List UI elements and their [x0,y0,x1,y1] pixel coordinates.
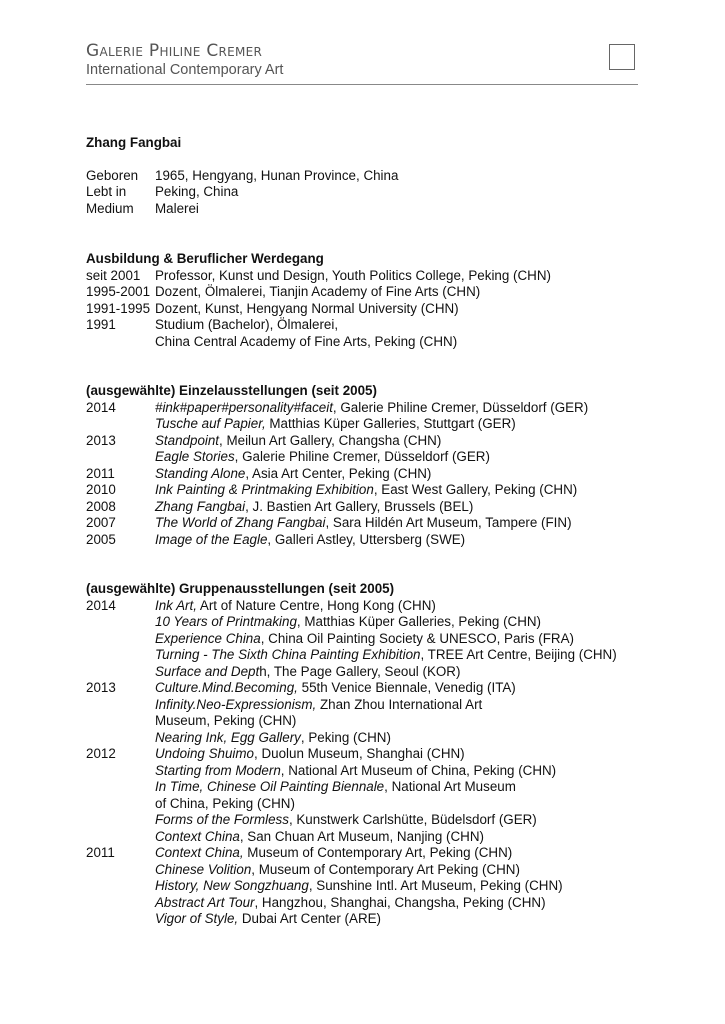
detail-label: Medium [86,200,134,216]
gallery-name: Galerie Philine Cremer [86,41,263,61]
entry-text: China Central Academy of Fine Arts, Peking (CHN) [155,333,458,349]
exhibition-title: 10 Years of Printmaking [155,614,297,629]
entry-year: 2005 [86,531,116,547]
entry-year [86,614,155,631]
detail-value: Peking, China [155,184,239,199]
exhibition-venue: , Galerie Philine Cremer, Düsseldorf (GER) [332,399,589,415]
exhibition-entry [155,631,574,648]
exhibition-title: Forms of the Formless [155,812,289,827]
exhibition-row [86,812,656,829]
education-row [86,301,656,318]
exhibition-entry [155,466,431,483]
exhibition-row [86,433,656,450]
section-title: (ausgewählte) Einzelausstellungen (seit 2005) [86,383,377,398]
exhibition-venue: , National Art Museum of China, Peking (CHN) [280,762,557,778]
exhibition-entry [155,796,295,813]
exhibition-title: Standing Alone [155,465,246,481]
exhibition-venue: , Meilun Art Gallery, Changsha (CHN) [219,432,442,448]
exhibition-venue: , Kunstwerk Carlshütte, Büdelsdorf (GER) [288,812,537,827]
exhibition-entry [155,746,465,763]
exhibition-venue: , Asia Art Center, Peking (CHN) [245,465,432,481]
entry-text: Professor, Kunst und Design, Youth Politics College, Peking (CHN) [155,267,551,283]
exhibition-title: Vigor of Style, [155,911,239,926]
group-exhibitions-section [86,581,656,928]
entry-year: seit 2001 [86,267,141,283]
section-title: (ausgewählte) Gruppenausstellungen (seit 2005) [86,581,395,596]
exhibition-row [86,614,656,631]
exhibition-row [86,631,656,648]
entry-year: 1991 [86,317,116,332]
exhibition-entry [155,763,556,780]
exhibition-title: History, New Songzhuang [155,878,309,893]
detail-label: Geboren [86,167,139,183]
exhibition-row [86,466,656,483]
entry-year: 2010 [86,482,116,497]
entry-year [86,631,155,648]
section-title: Ausbildung & Beruflicher Werdegang [86,251,324,266]
exhibition-row [86,400,656,417]
exhibition-entry [155,400,588,417]
exhibition-entry [155,532,465,549]
detail-row [86,201,656,218]
exhibition-title: Nearing Ink, Egg Gallery [155,729,301,745]
exhibition-title: The World of Zhang Fangbai [155,515,326,530]
exhibition-title: Ink Art, [155,597,197,613]
exhibition-entry [155,895,546,912]
exhibition-venue: , Galleri Astley, Uttersberg (SWE) [267,531,466,547]
exhibition-title: Surface and Dept [155,663,260,679]
exhibition-entry [155,614,541,631]
exhibition-entry [155,482,577,499]
group-exhibitions-list [86,598,656,928]
entry-year [86,449,155,466]
exhibition-row [86,911,656,928]
education-row [86,268,656,285]
exhibition-venue: , Peking (CHN) [300,729,391,745]
exhibition-venue: , China Oil Painting Society & UNESCO, Paris (FRA) [260,630,574,646]
exhibition-title: In Time, Chinese Oil Painting Biennale [155,779,385,794]
entry-year: 2008 [86,498,116,514]
exhibition-title: Chinese Volition [155,861,252,877]
entry-year [86,895,155,912]
entry-year [86,878,155,895]
entry-year: 2012 [86,746,116,761]
entry-year [86,334,155,351]
exhibition-row [86,482,656,499]
exhibition-row [86,713,656,730]
exhibition-title: Starting from Modern [155,762,281,778]
entry-year: 2013 [86,680,116,695]
education-list [86,268,656,351]
entry-year: 1991-1995 [86,300,151,316]
entry-year: 2014 [86,597,116,613]
entry-year [86,779,155,796]
exhibition-row [86,730,656,747]
exhibition-row [86,796,656,813]
exhibition-title: Infinity.Neo-Expressionism, [155,696,317,712]
exhibition-row [86,845,656,862]
exhibition-venue: , Sara Hildén Art Museum, Tampere (FIN) [325,515,572,530]
exhibition-venue: , Matthias Küper Galleries, Peking (CHN) [296,614,542,629]
exhibition-title: Abstract Art Tour [155,894,255,910]
exhibition-title: Zhang Fangbai [155,498,246,514]
entry-year [86,664,155,681]
entry-year [86,713,155,730]
exhibition-entry [155,697,482,714]
entry-year [86,796,155,813]
detail-label: Lebt in [86,184,127,199]
exhibition-entry [155,829,484,846]
entry-year [86,862,155,879]
exhibition-venue: , National Art Museum [384,779,516,794]
exhibition-venue: , TREE Art Centre, Beijing (CHN) [420,647,617,662]
exhibition-entry [155,433,441,450]
detail-row [86,184,656,201]
solo-exhibitions-section [86,383,656,548]
entry-year [86,812,155,829]
exhibition-title: Culture.Mind.Becoming, [155,680,298,695]
detail-value: 1965, Hengyang, Hunan Province, China [155,167,399,183]
exhibition-venue: , East West Gallery, Peking (CHN) [373,482,578,497]
gallery-subtitle: International Contemporary Art [86,62,284,78]
exhibition-entry [155,779,516,796]
entry-year [86,829,155,846]
exhibition-row [86,664,656,681]
exhibition-venue: Museum of Contemporary Art, Peking (CHN) [243,845,513,860]
exhibition-entry [155,680,516,697]
letterhead [86,42,638,79]
exhibition-title: #ink#paper#personality#faceit [155,399,333,415]
entry-text: Dozent, Kunst, Hengyang Normal University (CHN) [155,300,459,316]
entry-year: 1995-2001 [86,284,151,299]
exhibition-venue: of China, Peking (CHN) [155,795,295,811]
entry-year [86,647,155,664]
education-row [86,284,656,301]
exhibition-entry [155,730,391,747]
detail-value: Malerei [155,200,199,216]
exhibition-row [86,779,656,796]
exhibition-venue: , J. Bastien Art Gallery, Brussels (BEL) [245,498,474,514]
entry-year [86,416,155,433]
exhibition-venue: Matthias Küper Galleries, Stuttgart (GER) [265,416,516,431]
exhibition-entry [155,862,520,879]
exhibition-entry [155,812,537,829]
exhibition-row [86,878,656,895]
exhibition-entry [155,713,296,730]
exhibition-row [86,647,656,664]
exhibition-entry [155,416,516,433]
exhibition-row [86,515,656,532]
exhibition-entry [155,499,473,516]
exhibition-row [86,449,656,466]
exhibition-venue: h, The Page Gallery, Seoul (KOR) [259,663,461,679]
entry-year [86,911,155,928]
entry-year [86,697,155,714]
exhibition-venue: , Sunshine Intl. Art Museum, Peking (CHN) [308,878,563,893]
exhibition-entry [155,515,572,532]
exhibition-row [86,829,656,846]
exhibition-venue: 55th Venice Biennale, Venedig (ITA) [297,680,516,695]
exhibition-row [86,697,656,714]
exhibition-venue: , Galerie Philine Cremer, Düsseldorf (GER) [234,449,490,464]
exhibition-row [86,532,656,549]
entry-year [86,730,155,747]
entry-year: 2011 [86,845,115,860]
exhibition-venue: , Museum of Contemporary Art Peking (CHN) [251,861,520,877]
entry-year: 2014 [86,399,116,415]
exhibition-entry [155,449,490,466]
exhibition-entry [155,878,563,895]
exhibition-title: Experience China [155,630,261,646]
exhibition-row [86,895,656,912]
exhibition-title: Ink Painting & Printmaking Exhibition [155,482,374,497]
exhibition-title: Eagle Stories [155,449,235,464]
exhibition-venue: Zhan Zhou International Art [316,696,483,712]
exhibition-title: Standpoint [155,432,220,448]
gallery-logo-square [609,44,635,70]
exhibition-entry [155,845,512,862]
entry-year [86,763,155,780]
education-section [86,251,656,350]
header-divider [86,84,638,85]
exhibition-row [86,746,656,763]
entry-text: Dozent, Ölmalerei, Tianjin Academy of Fine Arts (CHN) [155,284,481,299]
exhibition-entry [155,664,460,681]
exhibition-title: Context China [155,828,240,844]
entry-year: 2013 [86,432,116,448]
exhibition-row [86,680,656,697]
exhibition-venue: Art of Nature Centre, Hong Kong (CHN) [196,597,436,613]
exhibition-row [86,763,656,780]
exhibition-entry [155,598,436,615]
solo-exhibitions-list [86,400,656,549]
exhibition-entry [155,911,381,928]
exhibition-title: Context China, [155,845,244,860]
exhibition-venue: , Hangzhou, Shanghai, Changsha, Peking (CHN) [254,894,546,910]
exhibition-venue: , Duolun Museum, Shanghai (CHN) [254,746,465,761]
exhibition-title: Turning - The Sixth China Painting Exhibition [155,647,421,662]
exhibition-venue: Dubai Art Center (ARE) [238,911,382,926]
education-row [86,334,656,351]
exhibition-row [86,598,656,615]
exhibition-row [86,416,656,433]
detail-row [86,168,656,185]
exhibition-title: Tusche auf Papier, [155,416,266,431]
exhibition-title: Image of the Eagle [155,531,268,547]
personal-details [86,168,656,218]
cv-content [86,135,656,928]
entry-year: 2011 [86,465,115,481]
exhibition-venue: , San Chuan Art Museum, Nanjing (CHN) [239,828,484,844]
entry-year: 2007 [86,515,116,530]
artist-name: Zhang Fangbai [86,135,182,150]
exhibition-row [86,499,656,516]
exhibition-entry [155,647,617,664]
exhibition-venue: Museum, Peking (CHN) [155,713,297,728]
entry-text: Studium (Bachelor), Ölmalerei, [155,317,339,332]
exhibition-title: Undoing Shuimo [155,746,255,761]
education-row [86,317,656,334]
exhibition-row [86,862,656,879]
